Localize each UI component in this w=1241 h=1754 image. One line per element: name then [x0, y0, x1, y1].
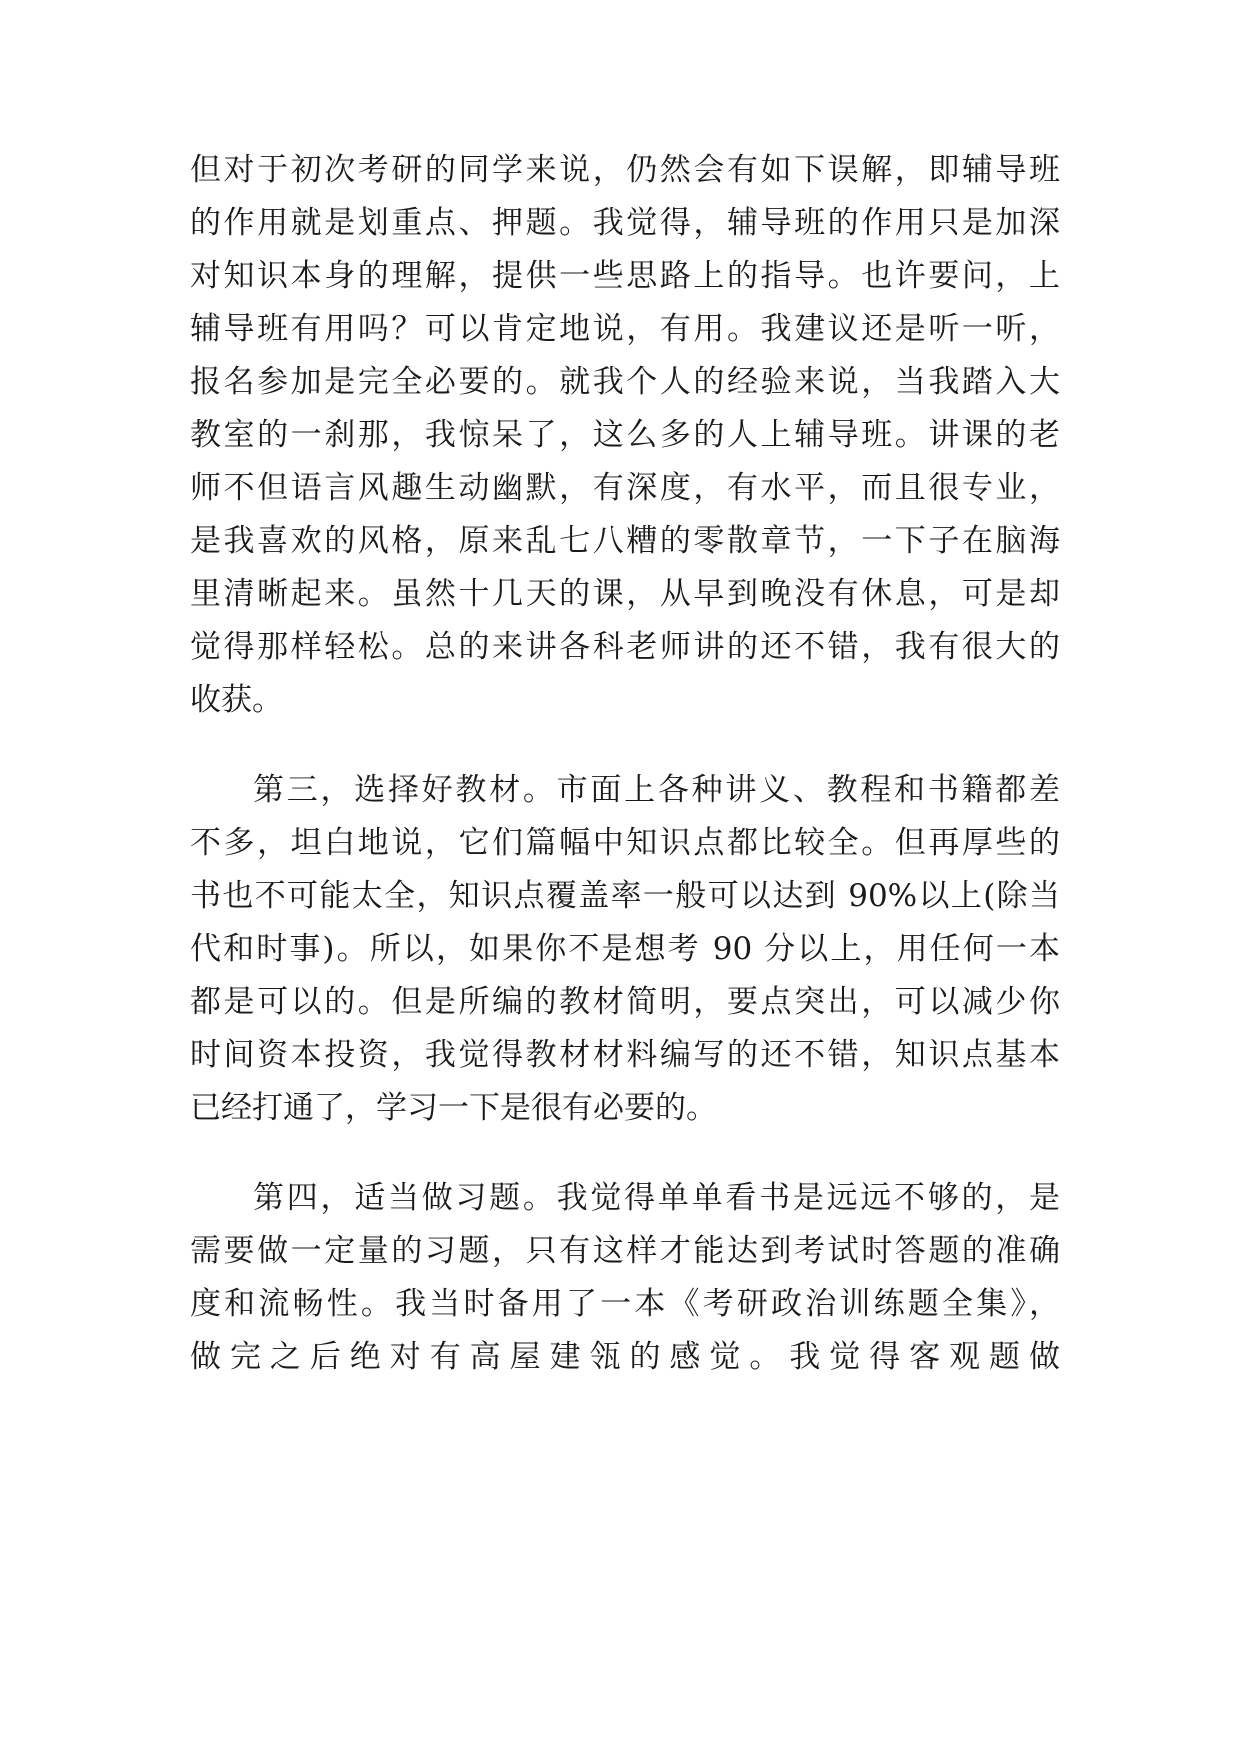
paragraph-line: 做完之后绝对有高屋建瓴的感觉。我觉得客观题做 [190, 1339, 1060, 1375]
paragraph-line: 已经打通了，学习一下是很有必要的。 [190, 1090, 717, 1126]
paragraph-line: 时间资本投资，我觉得教材材料编写的还不错，知识点基本 [190, 1037, 1060, 1073]
paragraph-line: 收获。 [190, 682, 283, 718]
paragraph-line: 第三，选择好教材。市面上各种讲义、教程和书籍都差 [253, 772, 1060, 808]
paragraph-line: 的作用就是划重点、押题。我觉得，辅导班的作用只是加深 [190, 205, 1060, 241]
paragraph-line: 师不但语言风趣生动幽默，有深度，有水平，而且很专业， [190, 470, 1060, 506]
paragraph-line: 辅导班有用吗？可以肯定地说，有用。我建议还是听一听， [190, 311, 1060, 347]
paragraph-line: 需要做一定量的习题，只有这样才能达到考试时答题的准确 [190, 1233, 1060, 1269]
paragraph-line: 度和流畅性。我当时备用了一本《考研政治训练题全集》， [190, 1286, 1060, 1322]
paragraph-line: 是我喜欢的风格，原来乱七八糟的零散章节，一下子在脑海 [190, 523, 1060, 559]
paragraph-line: 觉得那样轻松。总的来讲各科老师讲的还不错，我有很大的 [190, 629, 1060, 665]
paragraph-line: 不多，坦白地说，它们篇幅中知识点都比较全。但再厚些的 [190, 825, 1060, 861]
paragraph-line: 教室的一刹那，我惊呆了，这么多的人上辅导班。讲课的老 [190, 417, 1060, 453]
paragraph-line: 书也不可能太全，知识点覆盖率一般可以达到 90%以上(除当 [190, 878, 1060, 914]
paragraph-line: 但对于初次考研的同学来说，仍然会有如下误解，即辅导班 [190, 152, 1060, 188]
paragraph-line: 都是可以的。但是所编的教材简明，要点突出，可以减少你 [190, 984, 1060, 1020]
paragraph-line: 里清晰起来。虽然十几天的课，从早到晚没有休息，可是却 [190, 576, 1060, 612]
paragraph-line: 第四，适当做习题。我觉得单单看书是远远不够的，是 [253, 1180, 1060, 1216]
paragraph-line: 报名参加是完全必要的。就我个人的经验来说，当我踏入大 [190, 364, 1060, 400]
paragraph-line: 对知识本身的理解，提供一些思路上的指导。也许要问，上 [190, 258, 1060, 294]
paragraph-line: 代和时事)。所以，如果你不是想考 90 分以上，用任何一本 [190, 931, 1060, 967]
